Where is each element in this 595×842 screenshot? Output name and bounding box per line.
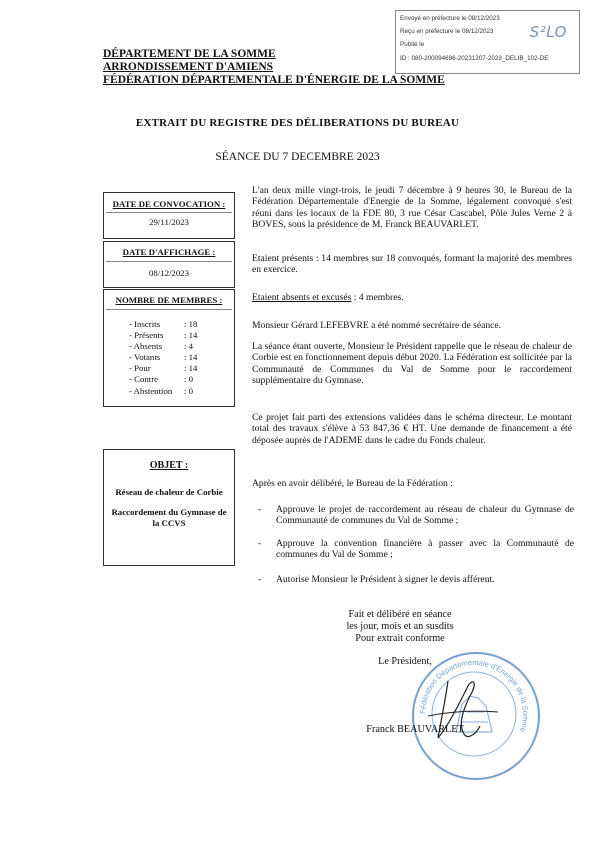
list-item: - Approuve la convention financière à passer avec la Communauté de communes du Val de Somme ;: [258, 538, 574, 561]
paragraph-context: La séance étant ouverte, Monsieur le Président rappelle que le réseau de chaleur de Corbie est en fonctionnement depuis début 2020. La Fédération est sollicitée par la Communauté de Communes du Val de Somme pour le raccordement supplémentaire du Gymnase.: [252, 341, 572, 386]
stamp-published: Publié le: [400, 41, 425, 48]
affichage-label: DATE D'AFFICHAGE :: [122, 247, 216, 257]
vote-row: - Votants : 14: [129, 352, 198, 363]
vote-row: - Abstention : 0: [129, 385, 194, 396]
document-header: [103, 48, 445, 87]
stamp-sent: Envoyé en préfecture le 08/12/2023: [400, 15, 500, 22]
objet-box: [103, 449, 235, 566]
objet-line2: Raccordement du Gymnase de la CCVS: [111, 507, 227, 528]
convocation-date: 29/11/2023: [149, 217, 189, 227]
paragraph-presents: Etaient présents : 14 membres sur 18 convoqués, formant la majorité des membres en exercice.: [252, 253, 572, 276]
paragraph-intro: L'an deux mille vingt-trois, le jeudi 7 décembre à 9 heures 30, le Bureau de la Fédération Départementale d'Energie de la Somme, légalement convoqué s'est réuni dans les locaux de la FDE 80, 3 rue César Cascabel, Pôle Jules Verne 2 à BOVES, sous la présidence de M. Franck BEAUVARLET.: [252, 185, 572, 230]
absents-count: : 4 membres.: [351, 292, 404, 303]
objet-line1: Réseau de chaleur de Corbie: [115, 487, 223, 497]
header-department: DÉPARTEMENT DE LA SOMME: [103, 48, 276, 60]
list-item: - Approuve le projet de raccordement au réseau de chaleur du Gymnase de Communauté de communes du Val de Somme ;: [258, 504, 574, 527]
paragraph-deliberation: Après en avoir délibéré, le Bureau de la Fédération :: [252, 478, 453, 489]
stamp-id: ID : 080-200094696-20231207-2023_DELIB_102-DE: [400, 55, 549, 62]
objet-label: OBJET :: [149, 460, 189, 471]
affichage-box: [103, 241, 235, 288]
membres-label: NOMBRE DE MEMBRES :: [115, 295, 223, 305]
vote-row: - Inscrits : 18: [129, 319, 198, 329]
vote-row: - Présents : 14: [129, 330, 198, 341]
affichage-date: 08/12/2023: [148, 268, 190, 278]
convocation-box: [103, 192, 235, 239]
paragraph-secretaire: Monsieur Gérard LEFEBVRE a été nommé secrétaire de séance.: [252, 320, 502, 331]
seance-date: SÉANCE DU 7 DECEMBRE 2023: [215, 151, 380, 163]
vote-row: - Pour : 14: [129, 363, 198, 374]
stamp-received: Reçu en préfecture le 08/12/2023: [400, 28, 494, 35]
paragraph-project: Ce projet fait parti des extensions validées dans le schéma directeur. Le montant total des travaux s'élève à 53 847,36 € HT. Une demande de financement a été déposée auprès de l'ADEME dans le cadre du Fonds chaleur.: [252, 412, 572, 446]
paragraph-absents: [252, 292, 572, 303]
header-federation: FÉDÉRATION DÉPARTEMENTALE D'ÉNERGIE DE LA SOMME: [103, 74, 445, 86]
president-name: Franck BEAUVARLET: [366, 724, 464, 735]
signature-line2: les jour, mois et an susdits: [346, 621, 454, 632]
president-role: Le Président,: [378, 656, 432, 667]
header-arrondissement: ARRONDISSEMENT D'AMIENS: [103, 61, 274, 73]
list-item: - Autorise Monsieur le Président à signer le devis afférent.: [258, 574, 495, 585]
signature-block: [330, 609, 470, 645]
document-title: EXTRAIT DU REGISTRE DES DÉLIBERATIONS DU BUREAU: [135, 117, 460, 129]
slo-logo: S²LO: [529, 23, 567, 41]
vote-row: - Absents : 4: [129, 341, 194, 352]
convocation-label: DATE DE CONVOCATION :: [112, 199, 226, 209]
absents-label: Etaient absents et excusés: [252, 292, 352, 303]
svg-text:Fédération Départementale d'Én: Fédération Départementale d'Énergie de la Somme: [417, 657, 531, 734]
signature-line1: Fait et délibéré en séance: [348, 609, 452, 620]
signature-line3: Pour extrait conforme: [355, 633, 445, 644]
vote-row: - Contre : 0: [129, 374, 194, 385]
membres-box: [103, 289, 235, 407]
votes-list: [129, 319, 214, 397]
